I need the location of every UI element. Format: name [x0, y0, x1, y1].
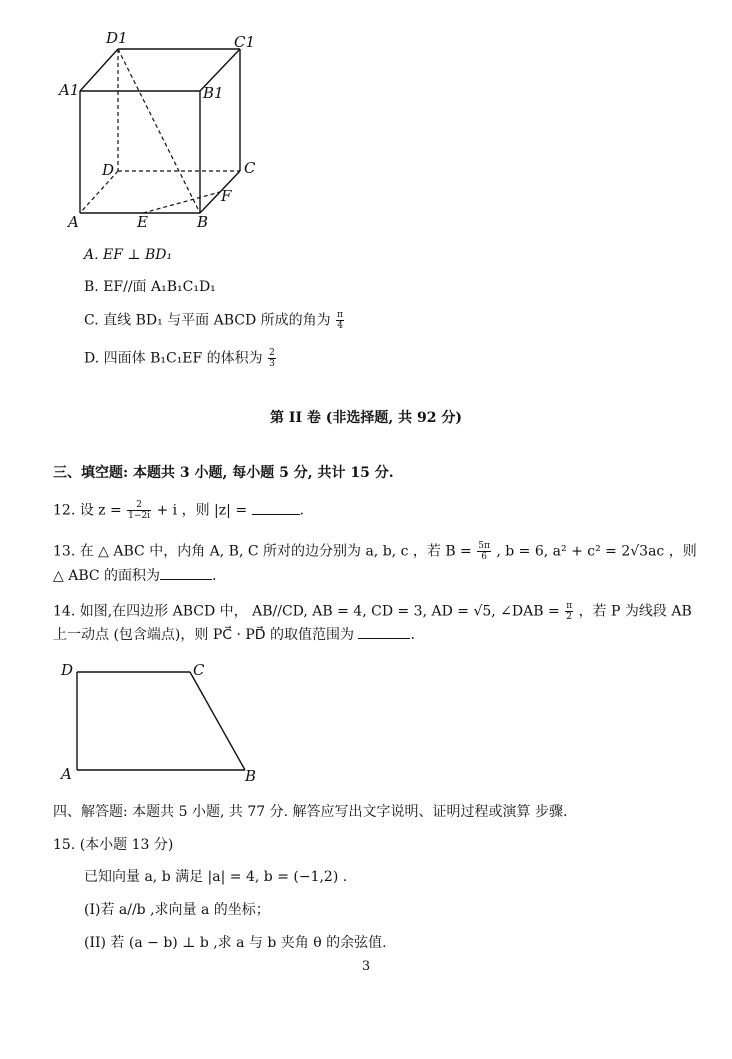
q13-numerator: 5π	[478, 541, 490, 551]
q14-text-c: 上一动点 (包含端点)，则 PC⃗ · PD⃗ 的取值范围为	[53, 627, 355, 643]
cube-label-d: D	[102, 161, 115, 179]
q12-suffix: + i ，则 |z| =	[156, 502, 248, 519]
cube-label-d1: D1	[106, 29, 128, 47]
option-c-text: C. 直线 BD₁ 与平面 ABCD 所成的角为	[84, 312, 331, 329]
option-a	[84, 246, 172, 264]
cube-label-a: A	[68, 213, 79, 231]
option-c-numerator: π	[337, 310, 344, 320]
cube-label-b1: B1	[203, 84, 224, 102]
q15-part-i: (I)若 a//b ,求向量 a 的坐标；	[84, 902, 270, 918]
q14-denominator: 2	[566, 612, 573, 622]
option-d-denominator: 3	[269, 359, 275, 369]
q14-numerator: π	[566, 601, 573, 611]
q13-denominator: 6	[481, 552, 487, 562]
q12-prefix: 12. 设 z =	[53, 502, 127, 519]
q13-fraction	[477, 541, 491, 562]
q14-text-b: ，若 P 为线段 AB	[578, 603, 692, 620]
question-13-line1	[53, 541, 697, 562]
option-c-fraction	[336, 310, 344, 331]
section2-title: 第 II 卷 (非选择题, 共 92 分)	[270, 410, 462, 426]
q12-fraction	[127, 500, 151, 521]
quad-label-b: B	[245, 767, 257, 785]
option-b	[84, 278, 216, 296]
cube-label-a1: A1	[59, 81, 80, 99]
cube-label-e: E	[137, 213, 148, 231]
option-c-denominator: 4	[337, 321, 343, 331]
question-12	[53, 500, 304, 521]
q14-answer-blank	[358, 626, 410, 639]
option-d-fraction	[268, 348, 276, 369]
quad-label-c: C	[193, 661, 205, 679]
part4-heading: 四、解答题: 本题共 5 小题, 共 77 分. 解答应写出文字说明、证明过程或演算 步骤.	[53, 804, 568, 820]
q12-answer-blank	[252, 502, 300, 515]
q15-part-ii: (II) 若 (a − b) ⊥ b ,求 a 与 b 夹角 θ 的余弦值.	[84, 935, 387, 951]
question-14-line1	[53, 601, 692, 622]
question-13-line2	[53, 567, 217, 585]
q12-numerator: 2	[127, 500, 151, 511]
q14-fraction	[565, 601, 573, 622]
q13-text-b: , b = 6, a² + c² = 2√3ac ，则	[496, 543, 697, 560]
cube-label-c1: C1	[234, 33, 256, 51]
q15-given: 已知向量 a, b 满足 |a| = 4, b = (−1,2) .	[84, 869, 348, 885]
quadrilateral-figure	[52, 655, 272, 790]
q13-text-a: 13. 在 △ ABC 中，内角 A, B, C 所对的边分别为 a, b, c ，若 B =	[53, 543, 472, 560]
cube-label-f: F	[221, 187, 232, 205]
option-d	[84, 348, 277, 369]
question-14-line2	[53, 626, 415, 644]
q13-period: .	[212, 568, 217, 584]
option-a-text: A. EF ⊥ BD₁	[84, 247, 173, 263]
part3-heading: 三、填空题: 本题共 3 小题, 每小题 5 分, 共计 15 分.	[53, 465, 394, 481]
q14-text-a: 14. 如图,在四边形 ABCD 中， AB//CD, AB = 4, CD = 3, AD = √5, ∠DAB =	[53, 603, 560, 620]
option-d-text: D. 四面体 B₁C₁EF 的体积为	[84, 350, 263, 367]
cube-figure	[50, 25, 280, 235]
q13-answer-blank	[160, 567, 212, 580]
q12-period: .	[299, 502, 304, 519]
option-b-text: B. EF//面 A₁B₁C₁D₁	[84, 279, 216, 295]
q12-denominator: 1−2i	[128, 511, 151, 521]
q13-text-c: △ ABC 的面积为	[53, 568, 161, 584]
option-d-numerator: 2	[269, 348, 275, 358]
option-c	[84, 310, 345, 331]
quad-label-a: A	[61, 765, 72, 783]
cube-label-c: C	[244, 159, 256, 177]
page-number: 3	[361, 959, 371, 974]
q14-period: .	[410, 627, 415, 643]
quad-label-d: D	[61, 661, 74, 679]
cube-label-b: B	[197, 213, 209, 231]
q15-title: 15. (本小题 13 分)	[53, 837, 174, 853]
